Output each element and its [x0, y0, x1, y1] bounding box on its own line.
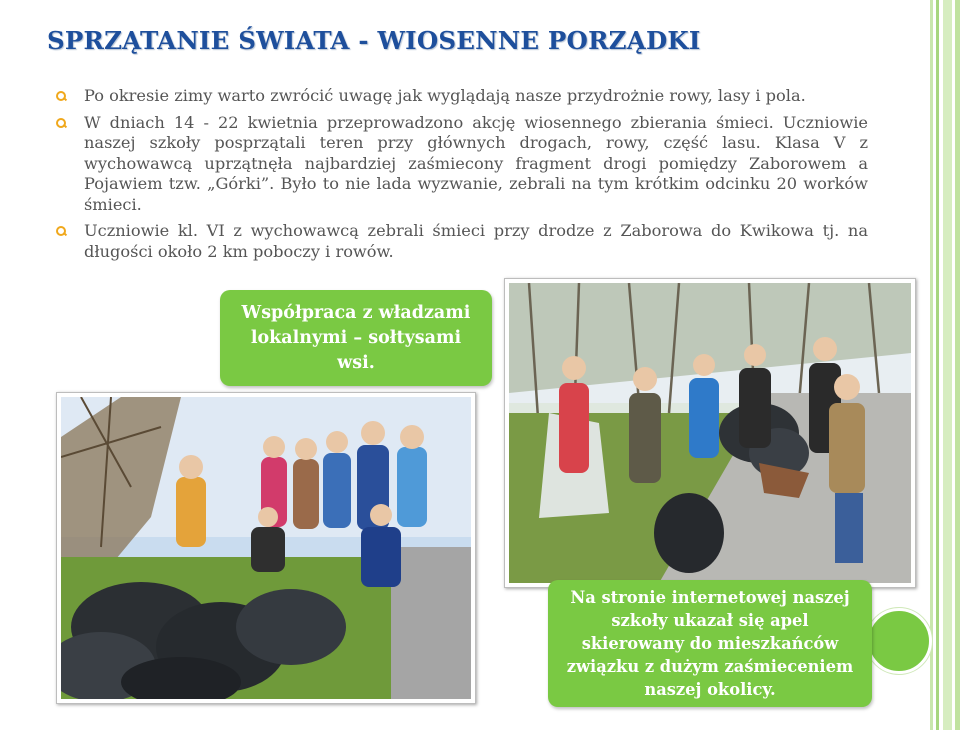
bullet-item	[56, 113, 868, 216]
bullet-item	[56, 86, 868, 107]
bullet-text: W dniach 14 - 22 kwietnia przeprowadzono akcję wiosennego zbierania śmieci. Uczniowie naszej szkoły posprzątali teren przy głównych drogach, rowy, część lasu. Klasa V z wychowawcą uprzątnęła najbardziej zaśmiecony fragment drogi pomiędzy Zaborowem a Pojawiem tzw. „Górki”. Było to nie lada wyzwanie, zebrali na tym krótkim odcinku 20 worków śmieci.	[84, 112, 868, 214]
website-appeal-callout: Na stronie internetowej naszej szkoły ukazał się apel skierowany do mieszkańców związku z dużym zaśmieceniem naszej okolicy.	[548, 580, 872, 707]
bullet-icon	[56, 91, 66, 101]
bullet-text: Uczniowie kl. VI z wychowawcą zebrali śmieci przy drodze z Zaborowa do Kwikowa tj. na długości około 2 km poboczy i rowów.	[84, 221, 868, 261]
slide-title: SPRZĄTANIE ŚWIATA - WIOSENNE PORZĄDKI	[47, 26, 701, 55]
roadside-photo	[504, 278, 916, 588]
cooperation-callout: Współpraca z władzami lokalnymi – sołtysami wsi.	[220, 290, 492, 386]
decorative-circle	[866, 608, 932, 674]
decorative-side-stripes	[926, 0, 960, 730]
roadside-photo-image	[509, 283, 911, 583]
group-photo	[56, 392, 476, 704]
group-photo-image	[61, 397, 471, 699]
bullet-item	[56, 221, 868, 262]
bullet-text: Po okresie zimy warto zwrócić uwagę jak wyglądają nasze przydrożnie rowy, lasy i pola.	[84, 86, 806, 105]
bullet-icon	[56, 226, 66, 236]
bullet-list	[56, 86, 868, 268]
bullet-icon	[56, 118, 66, 128]
